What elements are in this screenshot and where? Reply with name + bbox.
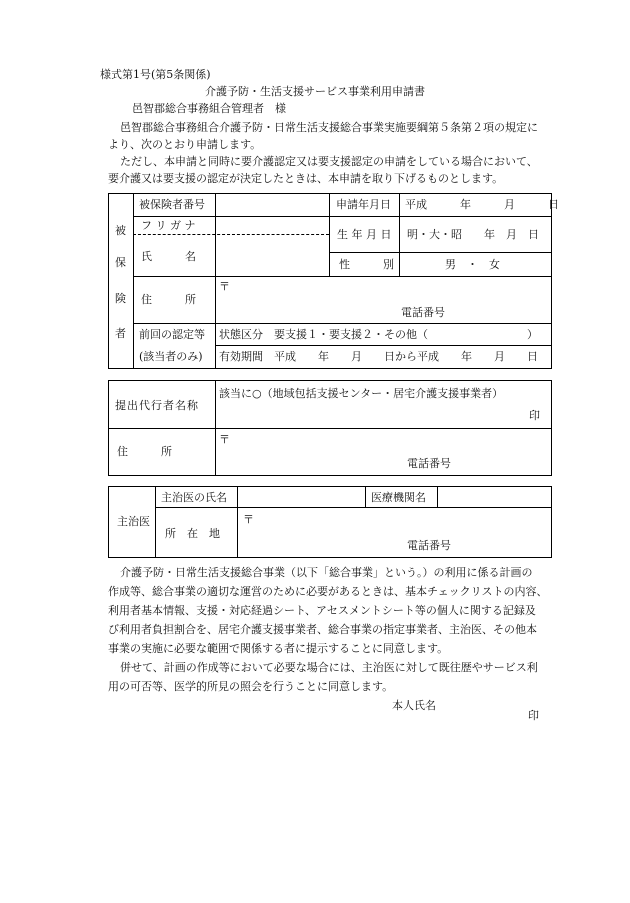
form-number: 様式第1号(第5条関係) — [100, 68, 211, 81]
doctor-section-label: 主治医 — [117, 515, 150, 528]
side-char-4: 者 — [115, 327, 126, 340]
agent-phone-label: 電話番号 — [407, 457, 451, 470]
agent-seal: 印 — [529, 409, 540, 422]
name-label: 氏 名 — [141, 250, 196, 263]
postal-mark: 〒 — [219, 280, 230, 293]
consent-line-1: 介護予防・日常生活支援総合事業（以下「総合事業」という。）の利用に係る計画の — [120, 566, 533, 579]
birth-date-label: 生 年 月 日 — [337, 228, 392, 241]
insured-number-field[interactable] — [219, 198, 325, 212]
consent-line-6: 併せて、計画の作成等において必要な場合には、主治医に対して既往歴やサービス利 — [120, 661, 538, 674]
consent-line-5: 事業の実施に必要な範囲で関係する者に提示することに同意します。 — [108, 642, 449, 655]
sex-label: 性 別 — [339, 258, 394, 271]
addressee: 邑智郡総合事務組合管理者 様 — [132, 102, 286, 115]
intro-line-2: より、次のとおり申請します。 — [108, 138, 262, 151]
address-label: 住 所 — [141, 293, 196, 306]
consent-line-2: 作成等、総合事業の適切な運営のために必要があるときは、基本チェックリストの内容、 — [108, 585, 548, 598]
doctor-name-label: 主治医の氏名 — [161, 491, 227, 504]
validity-line[interactable]: 有効期間 平成 年 月 日から平成 年 月 日 — [219, 350, 538, 363]
birth-date-value[interactable]: 明・大・昭 年 月 日 — [407, 228, 539, 241]
name-field[interactable] — [219, 240, 325, 270]
agent-check-line[interactable]: 該当に○（地域包括支援センター・居宅介護支援事業者） — [219, 387, 504, 400]
location-label: 所 在 地 — [165, 527, 220, 540]
insured-section — [108, 193, 559, 369]
agent-postal-mark: 〒 — [219, 433, 230, 446]
side-char-2: 保 — [115, 256, 126, 269]
agent-section — [108, 380, 552, 476]
status-line[interactable]: 状態区分 要支援１・要支援２・その他（ ） — [219, 328, 538, 341]
application-date-label: 申請年月日 — [336, 198, 391, 211]
insured-side-label — [109, 194, 134, 368]
intro-line-4: 要介護又は要支援の認定が決定したときは、本申請を取り下げるものとします。 — [108, 172, 504, 185]
side-char-1: 被 — [115, 224, 126, 237]
application-date-value[interactable]: 平成 年 月 日 — [405, 198, 559, 211]
doctor-postal-mark: 〒 — [243, 513, 254, 526]
consent-line-4: び利用者負担割合を、居宅介護支援事業者、総合事業の指定事業者、主治医、その他本 — [108, 623, 537, 636]
phone-label: 電話番号 — [401, 306, 445, 319]
intro-line-1: 邑智郡総合事務組合介護予防・日常生活支援総合事業実施要綱第５条第２項の規定に — [120, 121, 538, 134]
intro-line-3: ただし、本申請と同時に要介護認定又は要支援認定の申請をしている場合において、 — [120, 155, 538, 168]
prev-cert-label: 前回の認定等 — [139, 328, 205, 341]
consent-line-3: 利用者基本情報、支援・対応経過シート、アセスメントシート等の個人に関する記録及 — [108, 604, 536, 617]
insured-number-label: 被保険者番号 — [139, 198, 205, 211]
doctor-section — [108, 486, 552, 558]
institution-label: 医療機関名 — [371, 491, 426, 504]
consent-line-7: 用の可否等、医学的所見の照会を行うことに同意します。 — [108, 680, 394, 693]
agent-name-label: 提出代行者名称 — [115, 399, 199, 412]
sex-value[interactable]: 男 ・ 女 — [445, 258, 500, 271]
furigana-field[interactable] — [219, 219, 325, 233]
doctor-phone-label: 電話番号 — [407, 539, 451, 552]
form-title: 介護予防・生活支援サービス事業利用申請書 — [205, 85, 425, 98]
side-char-3: 険 — [115, 292, 126, 305]
signature-label: 本人氏名 — [392, 699, 436, 712]
final-seal: 印 — [528, 709, 539, 722]
furigana-label: フ リ ガ ナ — [141, 219, 196, 232]
agent-address-label: 住 所 — [117, 445, 172, 458]
prev-cert-sub: (該当者のみ) — [139, 350, 203, 363]
